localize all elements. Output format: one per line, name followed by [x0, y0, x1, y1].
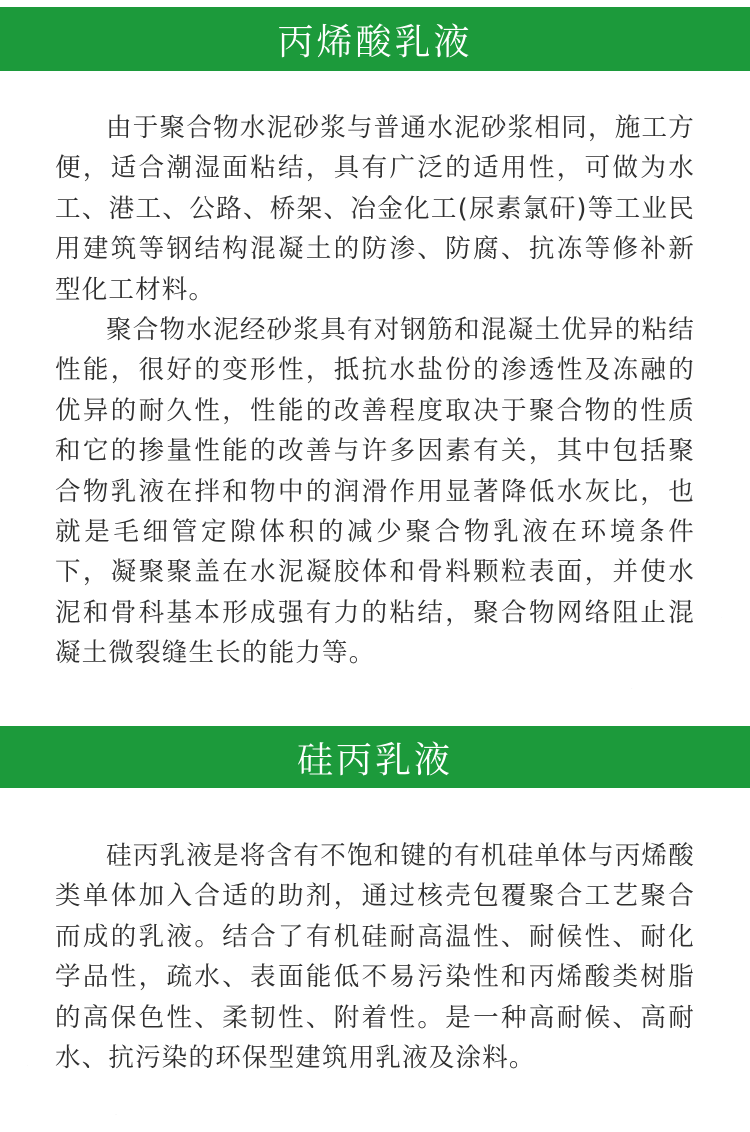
paragraph: 聚合物水泥经砂浆具有对钢筋和混凝土优异的粘结性能，很好的变形性，抵抗水盐份的渗透性及冻融的优异的耐久性，性能的改善程度取决于聚合物的性质和它的掺量性能的改善与许多因素有关，其中包括聚合物乳液在拌和物中的润滑作用显著降低水灰比，也就是毛细管定隙体积的减少聚合物乳液在环境条件下，凝聚聚盖在水泥凝胶体和骨料颗粒表面，并使水泥和骨科基本形成强有力的粘结，聚合物网络阻止混凝土微裂缝生长的能力等。	[55, 315, 695, 669]
section-title-banner	[0, 726, 750, 788]
paragraph: 由于聚合物水泥砂浆与普通水泥砂浆相同，施工方便，适合潮湿面粘结，具有广泛的适用性，可做为水工、港工、公路、桥架、冶金化工(尿素氯矸)等工业民用建筑等钢结构混凝土的防渗、防腐、抗冻等修补新型化工材料。	[55, 113, 695, 305]
paragraph: 硅丙乳液是将含有不饱和键的有机硅单体与丙烯酸类单体加入合适的助剂，通过核壳包覆聚合工艺聚合而成的乳液。结合了有机硅耐高温性、耐候性、耐化学品性，疏水、表面能低不易污染性和丙烯酸类树脂的高保色性、柔韧性、附着性。是一种高耐候、高耐水、抗污染的环保型建筑用乳液及涂料。	[55, 841, 695, 1074]
card-body	[55, 836, 695, 1078]
card-body	[55, 108, 695, 674]
section-title-banner	[0, 7, 750, 71]
section-title: 丙烯酸乳液	[277, 21, 473, 63]
section-title: 硅丙乳液	[296, 739, 453, 781]
